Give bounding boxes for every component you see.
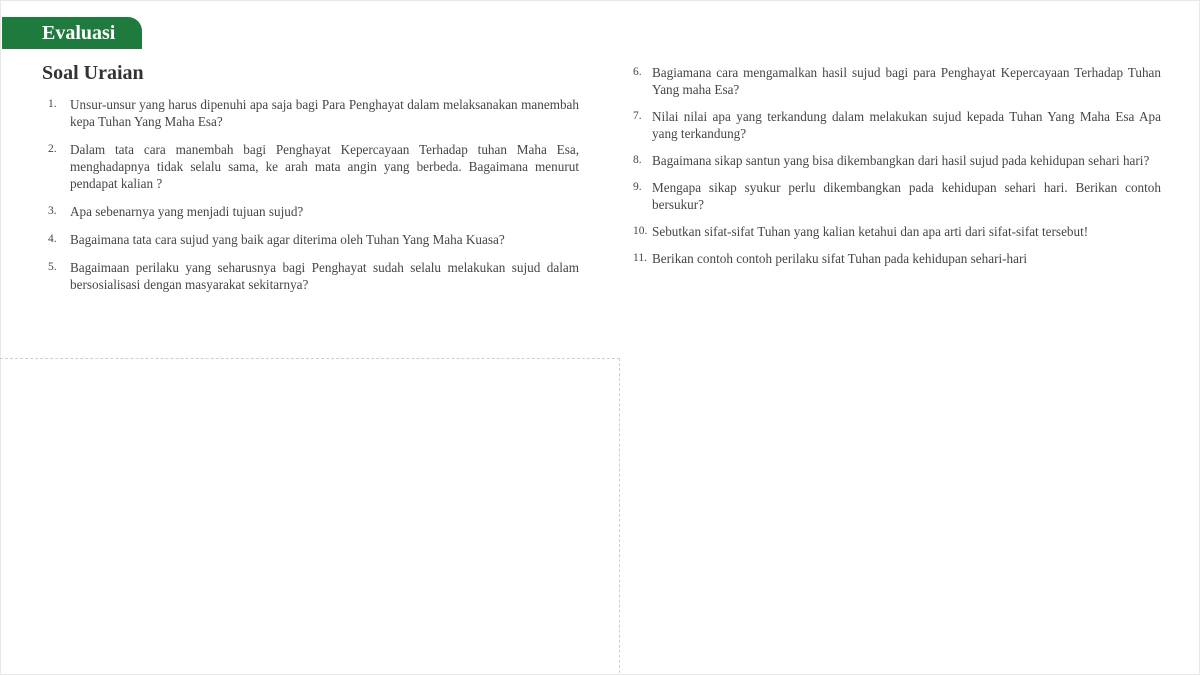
question-number: 1.: [48, 98, 57, 110]
question-text: Sebutkan sifat-sifat Tuhan yang kalian ketahui dan apa arti dari sifat-sifat tersebut!: [652, 224, 1089, 239]
question-text: Bagaimana sikap santun yang bisa dikembangkan dari hasil sujud pada kehidupan sehari hari?: [652, 153, 1150, 168]
question-list-left: [48, 96, 579, 304]
question-item: [48, 231, 579, 248]
question-number: 2.: [48, 143, 57, 155]
question-item: [48, 141, 579, 192]
question-text: Unsur-unsur yang harus dipenuhi apa saja bagi Para Penghayat dalam melaksanakan manembah kepa Tuhan Yang Maha Esa?: [70, 97, 579, 129]
question-number: 4.: [48, 233, 57, 245]
question-item: [633, 179, 1161, 213]
question-item: [48, 203, 579, 220]
question-number: 7.: [633, 110, 642, 122]
answer-area-placeholder: [0, 358, 620, 675]
question-item: [633, 64, 1161, 98]
question-number: 8.: [633, 154, 642, 166]
section-title: Soal Uraian: [42, 62, 144, 84]
question-text: Apa sebenarnya yang menjadi tujuan sujud?: [70, 204, 304, 219]
question-text: Berikan contoh contoh perilaku sifat Tuhan pada kehidupan sehari-hari: [652, 251, 1028, 266]
section-tab-label: Evaluasi: [42, 22, 116, 44]
question-text: Nilai nilai apa yang terkandung dalam melakukan sujud kepada Tuhan Yang Maha Esa Apa yang terkandung?: [652, 109, 1161, 141]
question-text: Bagiamana cara mengamalkan hasil sujud bagi para Penghayat Kepercayaan Terhadap Tuhan Yang maha Esa?: [652, 65, 1161, 97]
question-number: 10.: [633, 225, 648, 237]
section-tab: [2, 17, 142, 49]
question-item: [48, 259, 579, 293]
question-item: [633, 108, 1161, 142]
question-text: Dalam tata cara manembah bagi Penghayat Kepercayaan Terhadap tuhan Maha Esa, menghadapnya tidak selalu sama, ke arah mata angin yang berbeda. Bagaimana menurut pendapat kalian ?: [70, 142, 579, 191]
question-number: 9.: [633, 181, 642, 193]
question-item: [48, 96, 579, 130]
question-item: [633, 152, 1161, 169]
question-number: 6.: [633, 66, 642, 78]
question-number: 5.: [48, 261, 57, 273]
question-number: 11.: [633, 252, 647, 264]
question-number: 3.: [48, 205, 57, 217]
question-item: [633, 223, 1161, 240]
question-list-right: [633, 64, 1161, 277]
question-item: [633, 250, 1161, 267]
question-text: Mengapa sikap syukur perlu dikembangkan pada kehidupan sehari hari. Berikan contoh bersukur?: [652, 180, 1161, 212]
question-text: Bagaimana tata cara sujud yang baik agar diterima oleh Tuhan Yang Maha Kuasa?: [70, 232, 505, 247]
question-text: Bagaimaan perilaku yang seharusnya bagi Penghayat sudah selalu melakukan sujud dalam bersosialisasi dengan masyarakat sekitarnya?: [70, 260, 579, 292]
